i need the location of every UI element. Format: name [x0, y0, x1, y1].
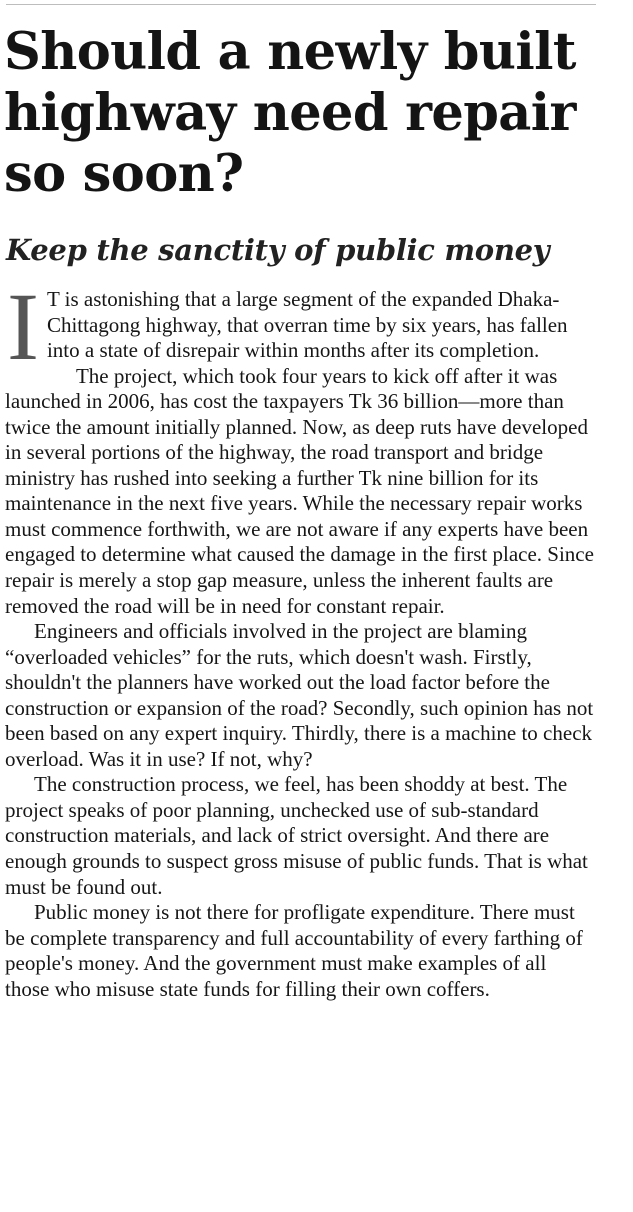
paragraph-3: Engineers and officials involved in the project are blaming “overloaded vehicles” for the ruts, which doesn't wash. Firstly, shouldn't the planners have worked out the load factor before the construction or expansion of the road? Secondly, such opinion has not been based on any expert inquiry. Thirdly, there is a machine to check overload. Was it in use? If not, why? — [5, 619, 594, 771]
drop-cap: I — [7, 273, 39, 380]
headline: Should a newly built highway need repair so soon? — [4, 22, 576, 204]
paragraph-1-text: T is astonishing that a large segment of the expanded Dhaka-Chittagong highway, that overran time by six years, has fallen into a state of disrepair within months after its completion. — [46, 287, 568, 363]
paragraph-4: The construction process, we feel, has been shoddy at best. The project speaks of poor planning, unchecked use of sub-standard construction materials, and lack of strict oversight. And there are enough grounds to suspect gross misuse of public funds. That is what must be found out. — [5, 772, 588, 899]
subheadline: Keep the sanctity of public money — [6, 233, 550, 267]
paragraph-5: Public money is not there for profligate expenditure. There must be complete transparency and full accountability of every farthing of people's money. And the government must make examples of all those who misuse state funds for filling their own coffers. — [5, 900, 583, 1001]
paragraph-2: The project, which took four years to kick off after it was launched in 2006, has cost the taxpayers Tk 36 billion—more than twice the amount initially planned. Now, as deep ruts have developed in several portions of the highway, the road transport and bridge ministry has rushed into seeking a further Tk nine billion for its maintenance in the next five years. While the necessary repair works must commence forthwith, we are not aware if any experts have been engaged to determine what caused the damage in the first place. Since repair is merely a stop gap measure, unless the inherent faults are removed the road will be in need for constant repair. — [5, 363, 594, 618]
top-divider — [6, 4, 596, 5]
article-body — [5, 273, 595, 1002]
paragraph-1 — [5, 273, 595, 380]
